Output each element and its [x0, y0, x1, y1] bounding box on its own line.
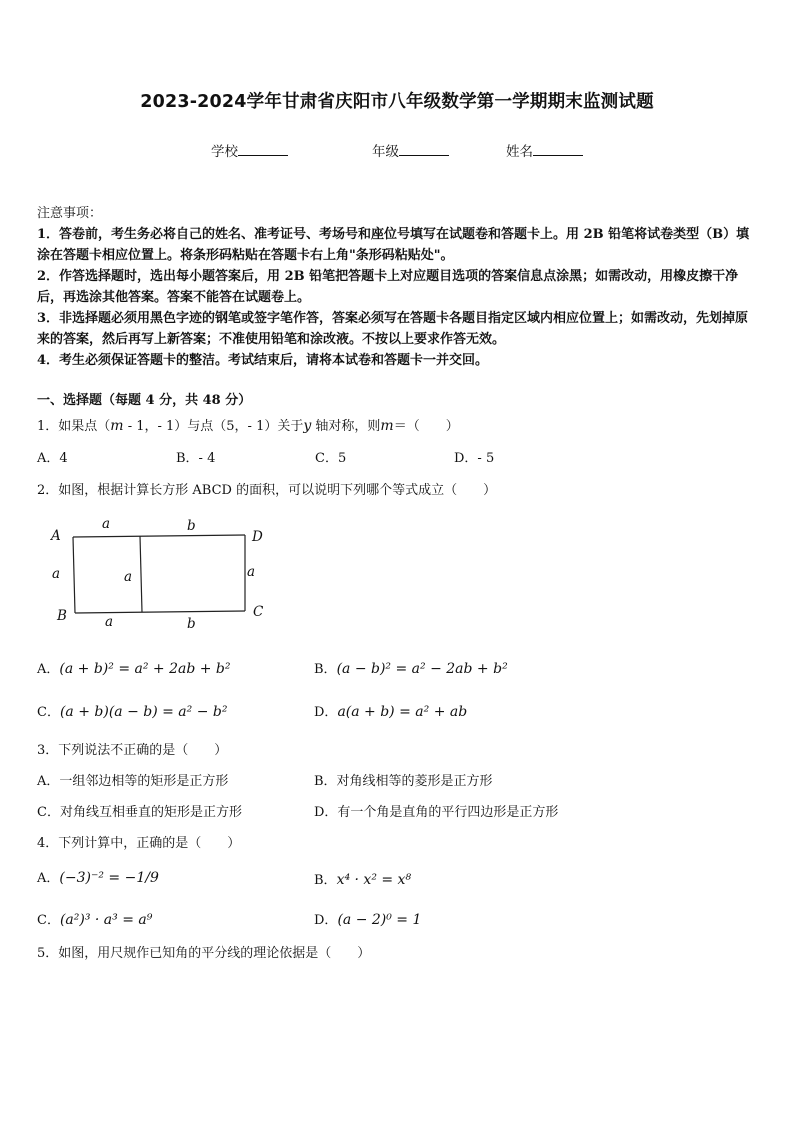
note-item: 4．考生必须保证答题卡的整洁。考试结束后，请将本试卷和答题卡一并交回。 [37, 353, 489, 368]
rectangle-figure [40, 512, 280, 637]
q2-option-c-prefix: C． [37, 705, 60, 720]
q1-var: m [380, 418, 394, 434]
q1-option-b[interactable]: B．- 4 [176, 451, 216, 466]
bottom-a-label: a [105, 614, 114, 630]
vertex-b-label: B [57, 608, 67, 624]
q4-option-c-expr: (a²)³ · a³ = a⁹ [59, 912, 153, 928]
q4-option-b-prefix: B． [314, 873, 337, 888]
question-5-stem: 5．如图，用尺规作已知角的平分线的理论依据是（ ） [37, 946, 371, 961]
note-item: 1．答卷前，考生务必将自己的姓名、准考证号、考场号和座位号填写在试题卷和答题卡上。用 2B 铅笔将试卷类型（B）填涂在答题卡相应位置上。将条形码粘贴在答题卡右上角"条形码粘贴处"。 [37, 227, 750, 263]
q3-option-c[interactable]: C．对角线互相垂直的矩形是正方形 [37, 805, 242, 820]
question-2-stem: 2．如图，根据计算长方形 ABCD 的面积，可以说明下列哪个等式成立（ ） [37, 483, 497, 498]
middle-a-label: a [124, 569, 133, 585]
grade-blank[interactable] [399, 142, 449, 156]
q2-option-a[interactable] [37, 658, 231, 677]
q1-option-a[interactable]: A．4 [37, 451, 68, 466]
q2-option-d-prefix: D． [314, 705, 338, 720]
q2-option-b-expr: (a − b)² = a² − 2ab + b² [336, 661, 508, 677]
vertex-c-label: C [253, 604, 264, 620]
q2-option-b[interactable] [314, 658, 508, 677]
section-heading: 一、选择题（每题 4 分，共 48 分） [37, 393, 252, 408]
name-blank[interactable] [533, 142, 583, 156]
grade-label: 年级 [372, 144, 399, 160]
q3-option-d[interactable]: D．有一个角是直角的平行四边形是正方形 [314, 805, 559, 820]
q1-text: ＝（ ） [393, 419, 459, 434]
right-a-label: a [247, 564, 256, 580]
question-3-stem: 3．下列说法不正确的是（ ） [37, 743, 228, 758]
q2-option-b-prefix: B． [314, 662, 337, 677]
rectangle-diagram [40, 512, 280, 637]
q4-option-a[interactable] [37, 867, 159, 886]
left-a-label: a [52, 566, 61, 582]
q2-option-c[interactable] [37, 701, 227, 720]
notes-block [37, 203, 759, 371]
q2-option-c-expr: (a + b)(a − b) = a² − b² [59, 704, 228, 720]
top-a-label: a [102, 516, 111, 532]
grade-field [372, 140, 449, 160]
q2-option-a-prefix: A． [37, 662, 60, 677]
q1-text: 1．如果点（ [37, 419, 111, 434]
q4-option-d[interactable] [314, 909, 421, 928]
school-label: 学校 [211, 144, 238, 160]
name-field [506, 140, 583, 160]
q4-option-a-prefix: A． [37, 871, 60, 886]
top-b-label: b [187, 518, 196, 534]
page-title: 2023-2024学年甘肃省庆阳市八年级数学第一学期期末监测试题 [140, 92, 654, 112]
school-blank[interactable] [238, 142, 288, 156]
note-item: 2．作答选择题时，选出每小题答案后，用 2B 铅笔把答题卡上对应题目选项的答案信息点涂黑；如需改动，用橡皮擦干净后，再选涂其他答案。答案不能答在试题卷上。 [37, 269, 739, 305]
q1-text: - 1，- 1）与点（5，- 1）关于 [123, 419, 304, 434]
q1-text: 轴对称，则 [311, 419, 381, 434]
q1-option-d[interactable]: D．- 5 [454, 451, 495, 466]
q4-option-b[interactable] [314, 869, 411, 888]
q1-var: m [110, 418, 124, 434]
question-1-stem [37, 415, 459, 434]
vertex-d-label: D [252, 529, 263, 545]
q2-option-a-expr: (a + b)² = a² + 2ab + b² [59, 661, 231, 677]
q4-option-d-expr: (a − 2)⁰ = 1 [337, 912, 422, 928]
q2-option-d[interactable] [314, 701, 467, 720]
q3-option-b[interactable]: B．对角线相等的菱形是正方形 [314, 774, 493, 789]
q1-option-c[interactable]: C．5 [315, 451, 347, 466]
school-field [211, 140, 288, 160]
q1-var: y [303, 418, 312, 434]
q4-option-a-expr: (−3)⁻² = −1/9 [59, 870, 159, 886]
question-4-stem: 4．下列计算中，正确的是（ ） [37, 836, 241, 851]
q4-option-b-expr: x⁴ · x² = x⁸ [336, 872, 412, 888]
q4-option-c[interactable] [37, 909, 152, 928]
name-label: 姓名 [506, 144, 533, 160]
note-item: 3．非选择题必须用黑色字迹的钢笔或签字笔作答，答案必须写在答题卡各题目指定区域内相应位置上；如需改动，先划掉原来的答案，然后再写上新答案；不准使用铅笔和涂改液。不按以上要求作答无效。 [37, 311, 749, 347]
q4-option-d-prefix: D． [314, 913, 338, 928]
q3-option-a[interactable]: A．一组邻边相等的矩形是正方形 [37, 774, 229, 789]
notes-heading: 注意事项： [37, 206, 103, 221]
q4-option-c-prefix: C． [37, 913, 60, 928]
vertex-a-label: A [51, 528, 61, 544]
bottom-b-label: b [187, 616, 196, 632]
q2-option-d-expr: a(a + b) = a² + ab [337, 704, 468, 720]
